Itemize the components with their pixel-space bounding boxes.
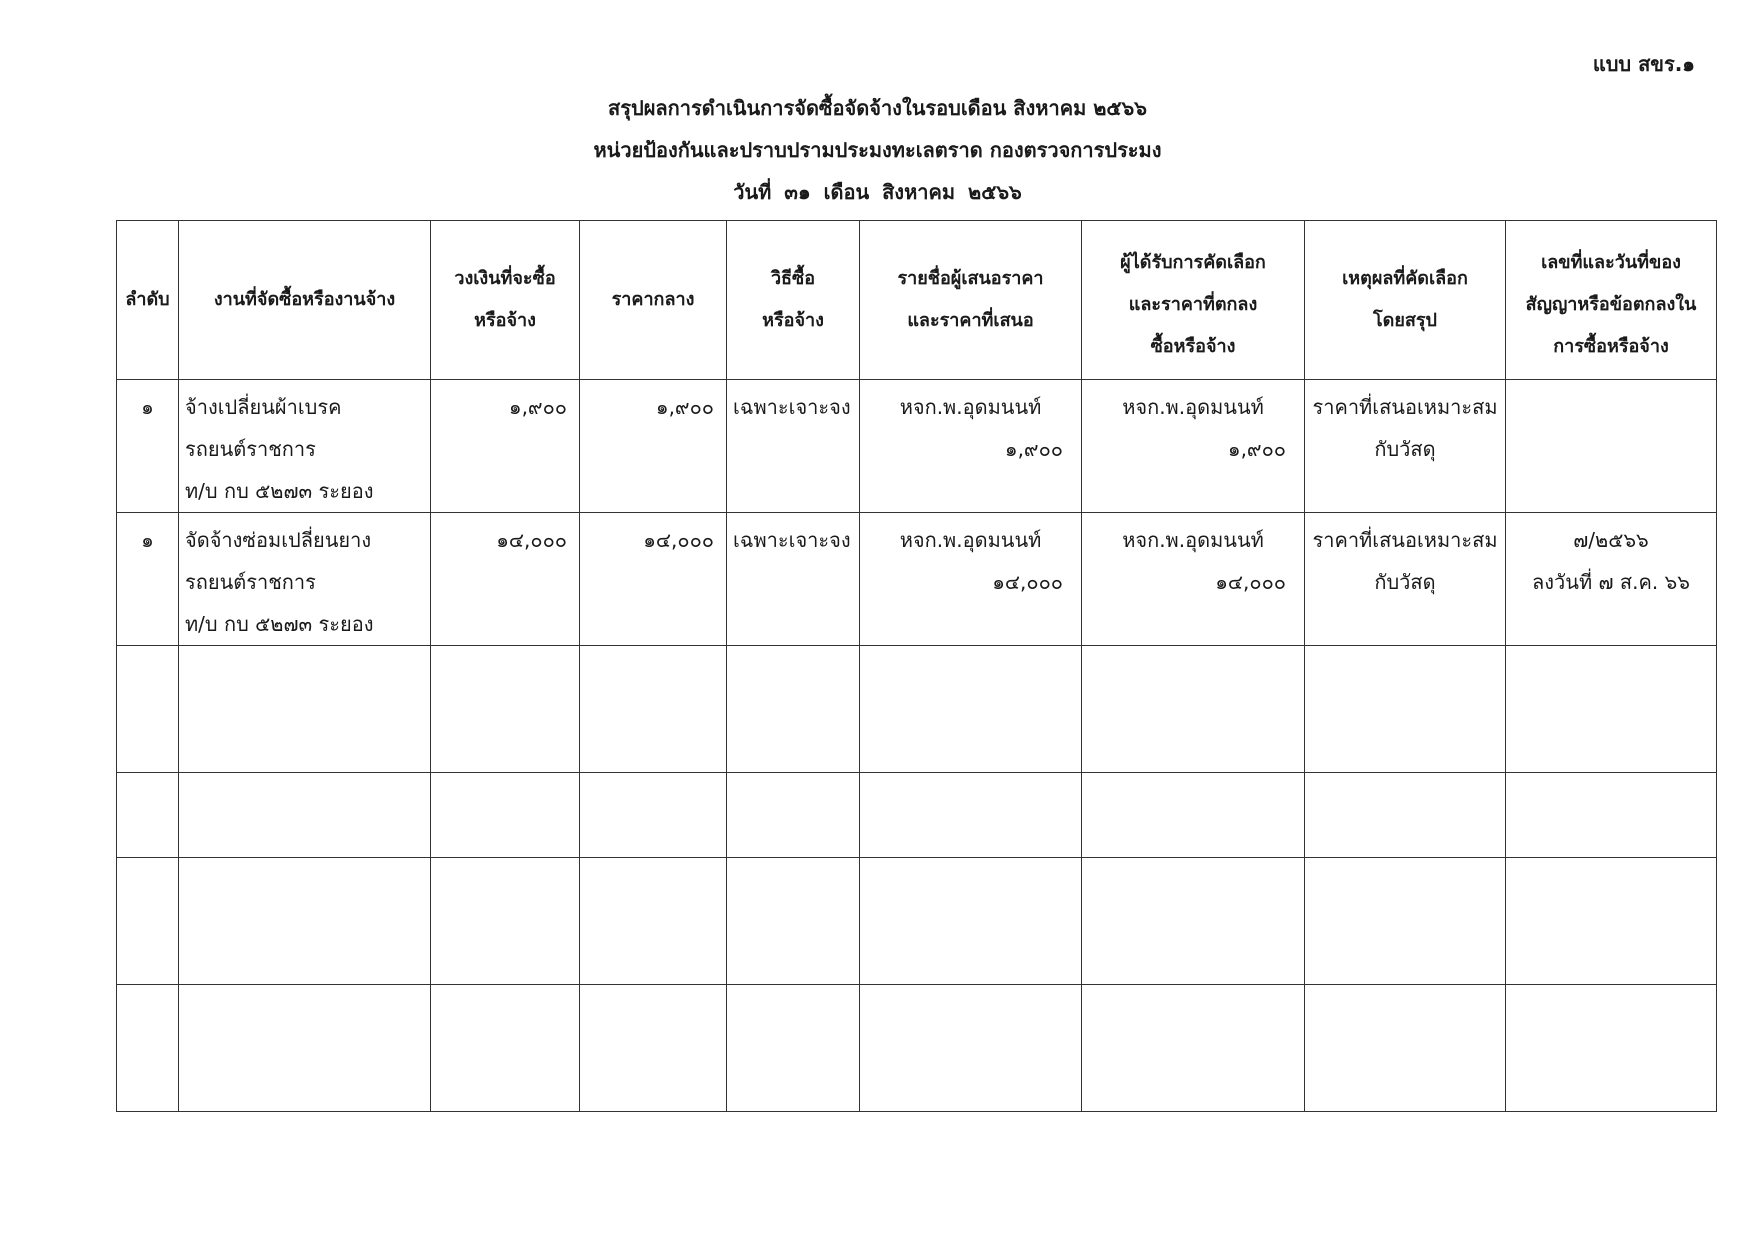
report-date: วันที่ ๓๑ เดือน สิงหาคม ๒๕๖๖ <box>733 180 1022 204</box>
cell-budget: ๑,๙๐๐ <box>431 380 580 513</box>
col-header-winner: ผู้ได้รับการคัดเลือก และราคาที่ตกลง ซื้อหรือจ้าง <box>1082 221 1305 380</box>
agency-name: หน่วยป้องกันและปราบปรามประมงทะเลตราด กองตรวจการประมง <box>593 138 1162 162</box>
col-header-bidders: รายชื่อผู้เสนอราคา และราคาที่เสนอ <box>860 221 1082 380</box>
cell-no: ๑ <box>117 513 179 646</box>
empty-row <box>117 858 1717 985</box>
cell-contract <box>1506 380 1717 513</box>
table-row <box>117 513 1717 646</box>
col-header-method: วิธีซื้อ หรือจ้าง <box>727 221 860 380</box>
cell-no: ๑ <box>117 380 179 513</box>
empty-row <box>117 773 1717 858</box>
cell-reason: ราคาที่เสนอเหมาะสม กับวัสดุ <box>1305 513 1506 646</box>
cell-item: จัดจ้างซ่อมเปลี่ยนยาง รถยนต์ราชการ ท/บ กบ ๕๒๗๓ ระยอง <box>179 513 431 646</box>
cell-item: จ้างเปลี่ยนผ้าเบรค รถยนต์ราชการ ท/บ กบ ๕๒๗๓ ระยอง <box>179 380 431 513</box>
cell-method: เฉพาะเจาะจง <box>727 380 860 513</box>
col-header-contract: เลขที่และวันที่ของ สัญญาหรือข้อตกลงใน การซื้อหรือจ้าง <box>1506 221 1717 380</box>
cell-median-price: ๑๔,๐๐๐ <box>580 513 727 646</box>
cell-method: เฉพาะเจาะจง <box>727 513 860 646</box>
cell-contract: ๗/๒๕๖๖ ลงวันที่ ๗ ส.ค. ๖๖ <box>1506 513 1717 646</box>
col-header-budget: วงเงินที่จะซื้อ หรือจ้าง <box>431 221 580 380</box>
table-row <box>117 380 1717 513</box>
header-row <box>117 221 1717 380</box>
document-title: สรุปผลการดำเนินการจัดซื้อจัดจ้างในรอบเดือน สิงหาคม ๒๕๖๖ <box>608 96 1147 120</box>
cell-winner: หจก.พ.อุดมนนท์ ๑๔,๐๐๐ <box>1082 513 1305 646</box>
cell-bidders: หจก.พ.อุดมนนท์ ๑๔,๐๐๐ <box>860 513 1082 646</box>
form-code: แบบ สขร.๑ <box>1592 52 1695 76</box>
empty-row <box>117 646 1717 773</box>
cell-budget: ๑๔,๐๐๐ <box>431 513 580 646</box>
cell-median-price: ๑,๙๐๐ <box>580 380 727 513</box>
procurement-table <box>116 220 1717 1112</box>
cell-bidders: หจก.พ.อุดมนนท์ ๑,๙๐๐ <box>860 380 1082 513</box>
empty-row <box>117 985 1717 1112</box>
cell-winner: หจก.พ.อุดมนนท์ ๑,๙๐๐ <box>1082 380 1305 513</box>
col-header-item: งานที่จัดซื้อหรืองานจ้าง <box>179 221 431 380</box>
col-header-median-price: ราคากลาง <box>580 221 727 380</box>
col-header-no: ลำดับ <box>117 221 179 380</box>
col-header-reason: เหตุผลที่คัดเลือก โดยสรุป <box>1305 221 1506 380</box>
cell-reason: ราคาที่เสนอเหมาะสม กับวัสดุ <box>1305 380 1506 513</box>
